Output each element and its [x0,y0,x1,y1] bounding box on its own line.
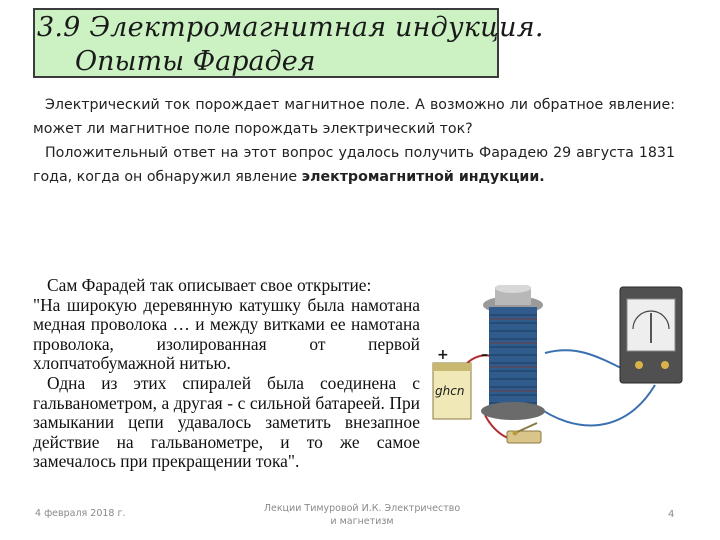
intro-paragraph-2-start: Положительный ответ на этот вопрос удалось получить Фарадею 29 августа 1831 года, когда он обнаружил явление [33,145,675,185]
slide-title-box [33,8,544,78]
switch [507,423,541,443]
minus-sign: – [481,347,488,363]
faraday-quote-text [33,276,420,472]
intro-paragraph-1: Электрический ток порождает магнитное поле. А возможно ли обратное явление: может ли магнитное поле порождать электрический ток? [33,97,675,137]
faraday-experiment-illustration [425,285,690,460]
footer-date: 4 февраля 2018 г. [35,508,126,519]
slide-title-line-1: 3.9 Электромагнитная индукция. [37,12,544,43]
intro-term-emi: электромагнитной индукции. [301,169,545,185]
body-paragraph-3: Одна из этих спиралей была соединена с гальванометром, а другая - с сильной батареей. При замыкании цепи удавалось заметить внезапное действие на гальванометре, и то же самое замечалось при прекращении тока". [33,372,420,472]
galvanometer [620,287,682,383]
wire-blue-to-galvanometer [545,350,625,370]
battery [433,363,471,419]
wire-blue-bottom [535,385,655,425]
footer-page-number: 4 [668,509,675,520]
footer-lecture-title: Лекции Тимуровой И.К. Электричество и магнетизм [263,503,461,527]
body-paragraph-1: Сам Фарадей так описывает свое открытие: [47,275,372,295]
battery-label: ghcn [435,384,465,398]
intro-paragraph-2 [33,141,675,189]
slide-title-line-2: Опыты Фарадея [75,46,316,77]
coil [481,285,545,420]
body-paragraph-2: "На широкую деревянную катушку была намотана медная проволока … и между витками ее намотана проволока, изолированная от первой хлопчатобумажной нитью. [33,294,420,374]
plus-sign: + [437,347,449,363]
intro-text [33,93,675,189]
